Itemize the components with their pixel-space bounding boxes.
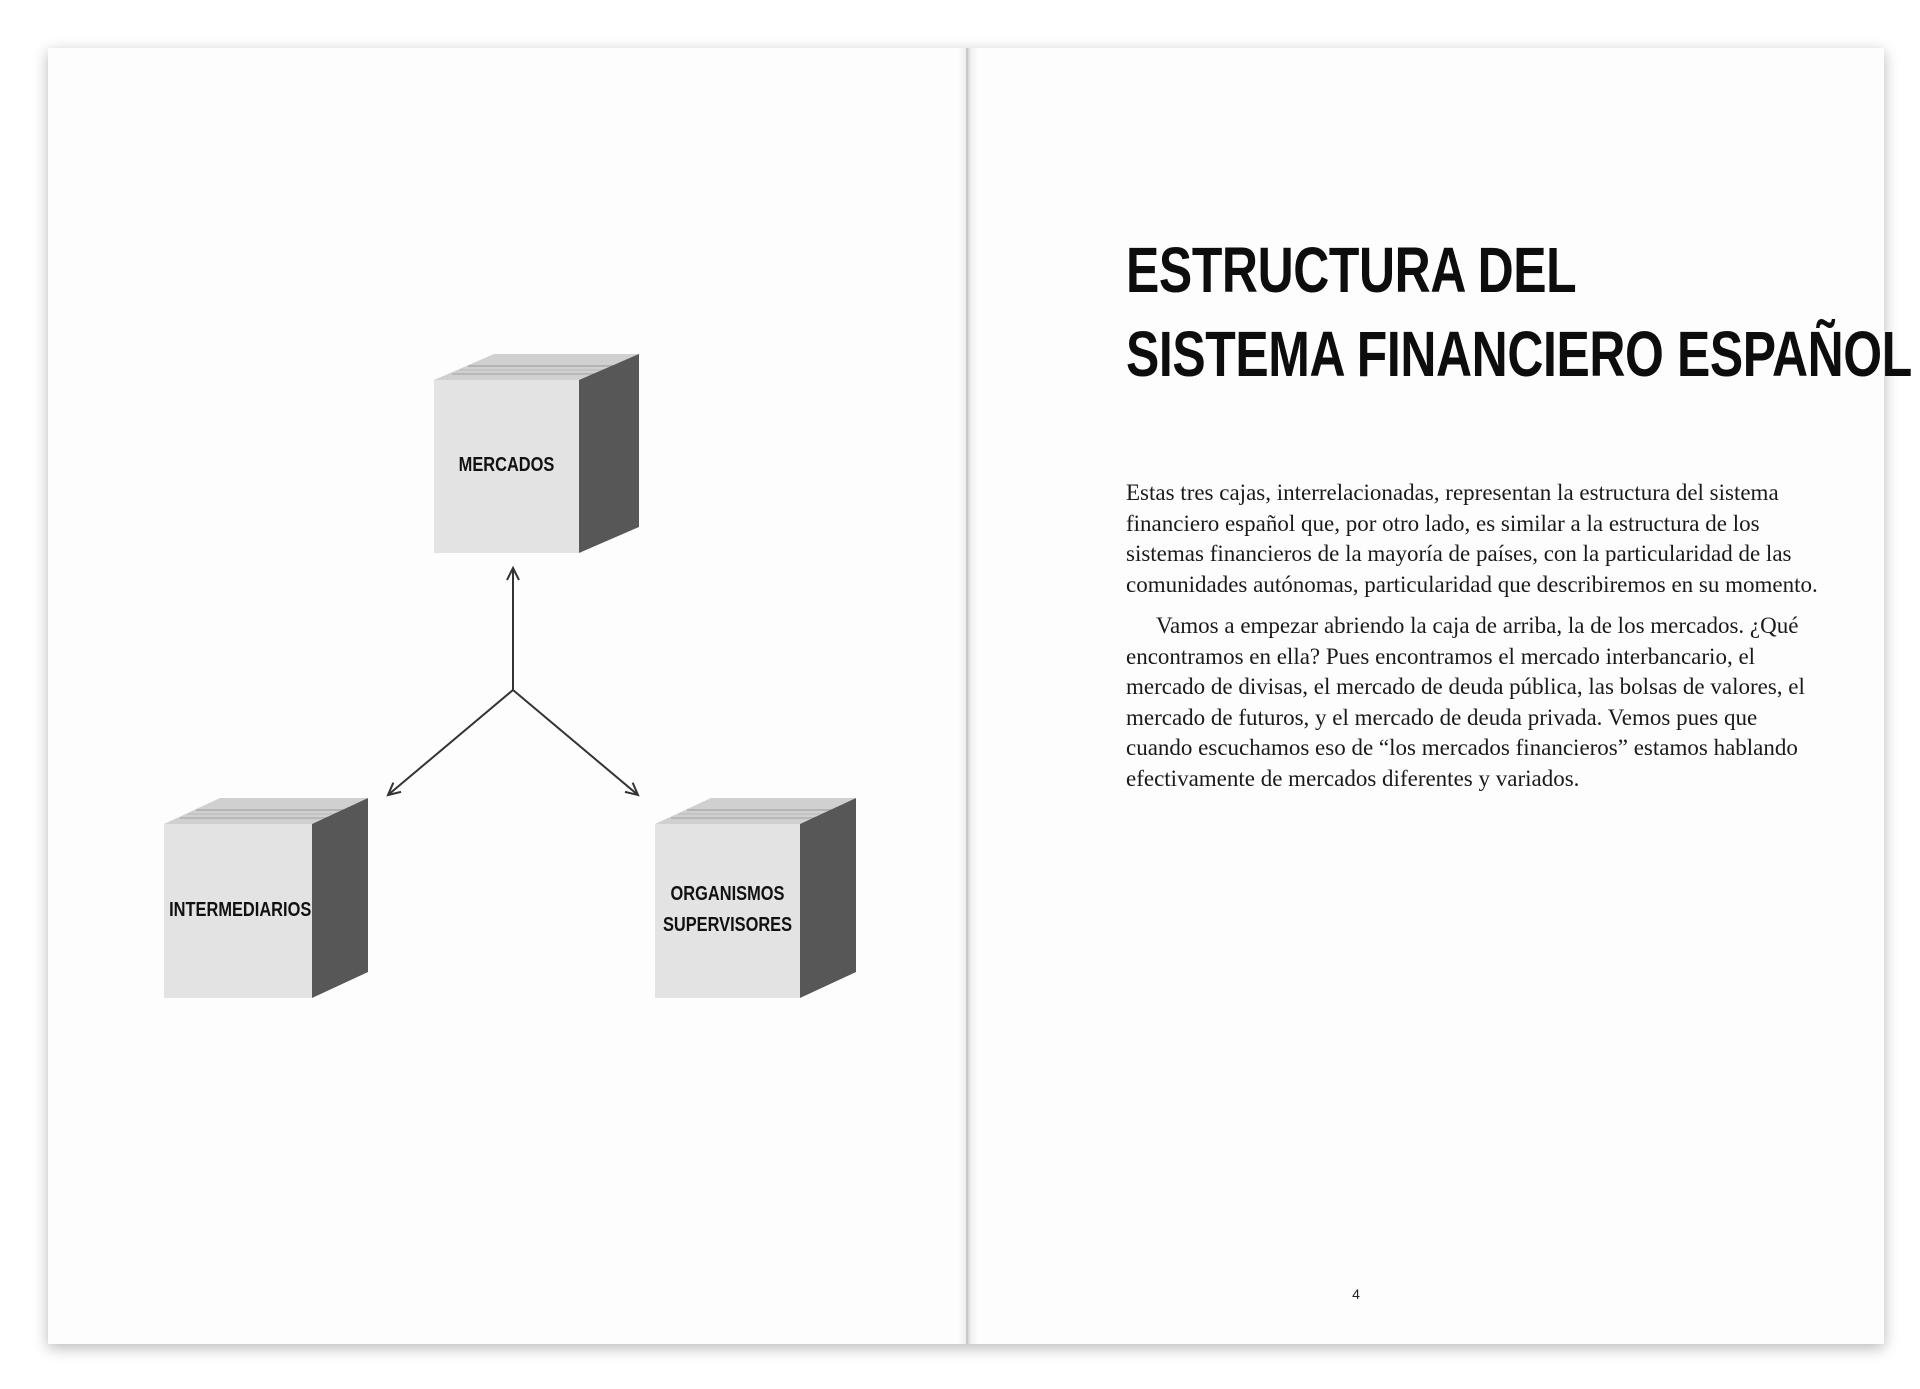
body-text — [1126, 478, 1826, 805]
paragraph-2: Vamos a empezar abriendo la caja de arriba, la de los mercados. ¿Qué encontramos en ella? Pues encontramos el mercado interbancario, el mercado de divisas, el mercado de deuda pública, las bolsas de valores, el mercado de futuros, y el mercado de deuda privada. Vemos pues que cuando escuchamos eso de “los mercados financieros” estamos hablando efectivamente de mercados diferentes y variados. — [1126, 613, 1805, 791]
connector-arrows — [388, 568, 638, 795]
financial-structure-diagram — [48, 48, 966, 1344]
right-page — [966, 48, 1912, 1344]
box-label-organismos-supervisores: ORGANISMOS SUPERVISORES — [662, 883, 793, 936]
box-intermediarios-side — [312, 798, 368, 998]
paragraph-1: Estas tres cajas, interrelacionadas, representan la estructura del sistema financiero español que, por otro lado, es similar a la estructura de los sistemas financieros de la mayoría de países, con la particularidad de las comunidades autónomas, particularidad que describiremos en su momento. — [1126, 480, 1818, 597]
box-label-intermediarios: INTERMEDIARIOS — [169, 899, 312, 921]
box-mercados-side — [579, 354, 639, 553]
box-label-mercados: MERCADOS — [458, 454, 555, 476]
book-spread — [48, 48, 1912, 1344]
page-title-line-1: ESTRUCTURA DEL — [1126, 234, 1577, 306]
left-page — [48, 48, 966, 1344]
book-gutter-line — [966, 48, 968, 1344]
page-number: 4 — [1352, 1286, 1360, 1302]
arrow-to-organismos — [513, 690, 638, 795]
page-title — [1126, 228, 1912, 396]
page-title-line-2: SISTEMA FINANCIERO ESPAÑOL — [1126, 318, 1912, 390]
arrow-to-intermediarios — [388, 690, 513, 795]
box-organismos-side — [800, 798, 856, 998]
